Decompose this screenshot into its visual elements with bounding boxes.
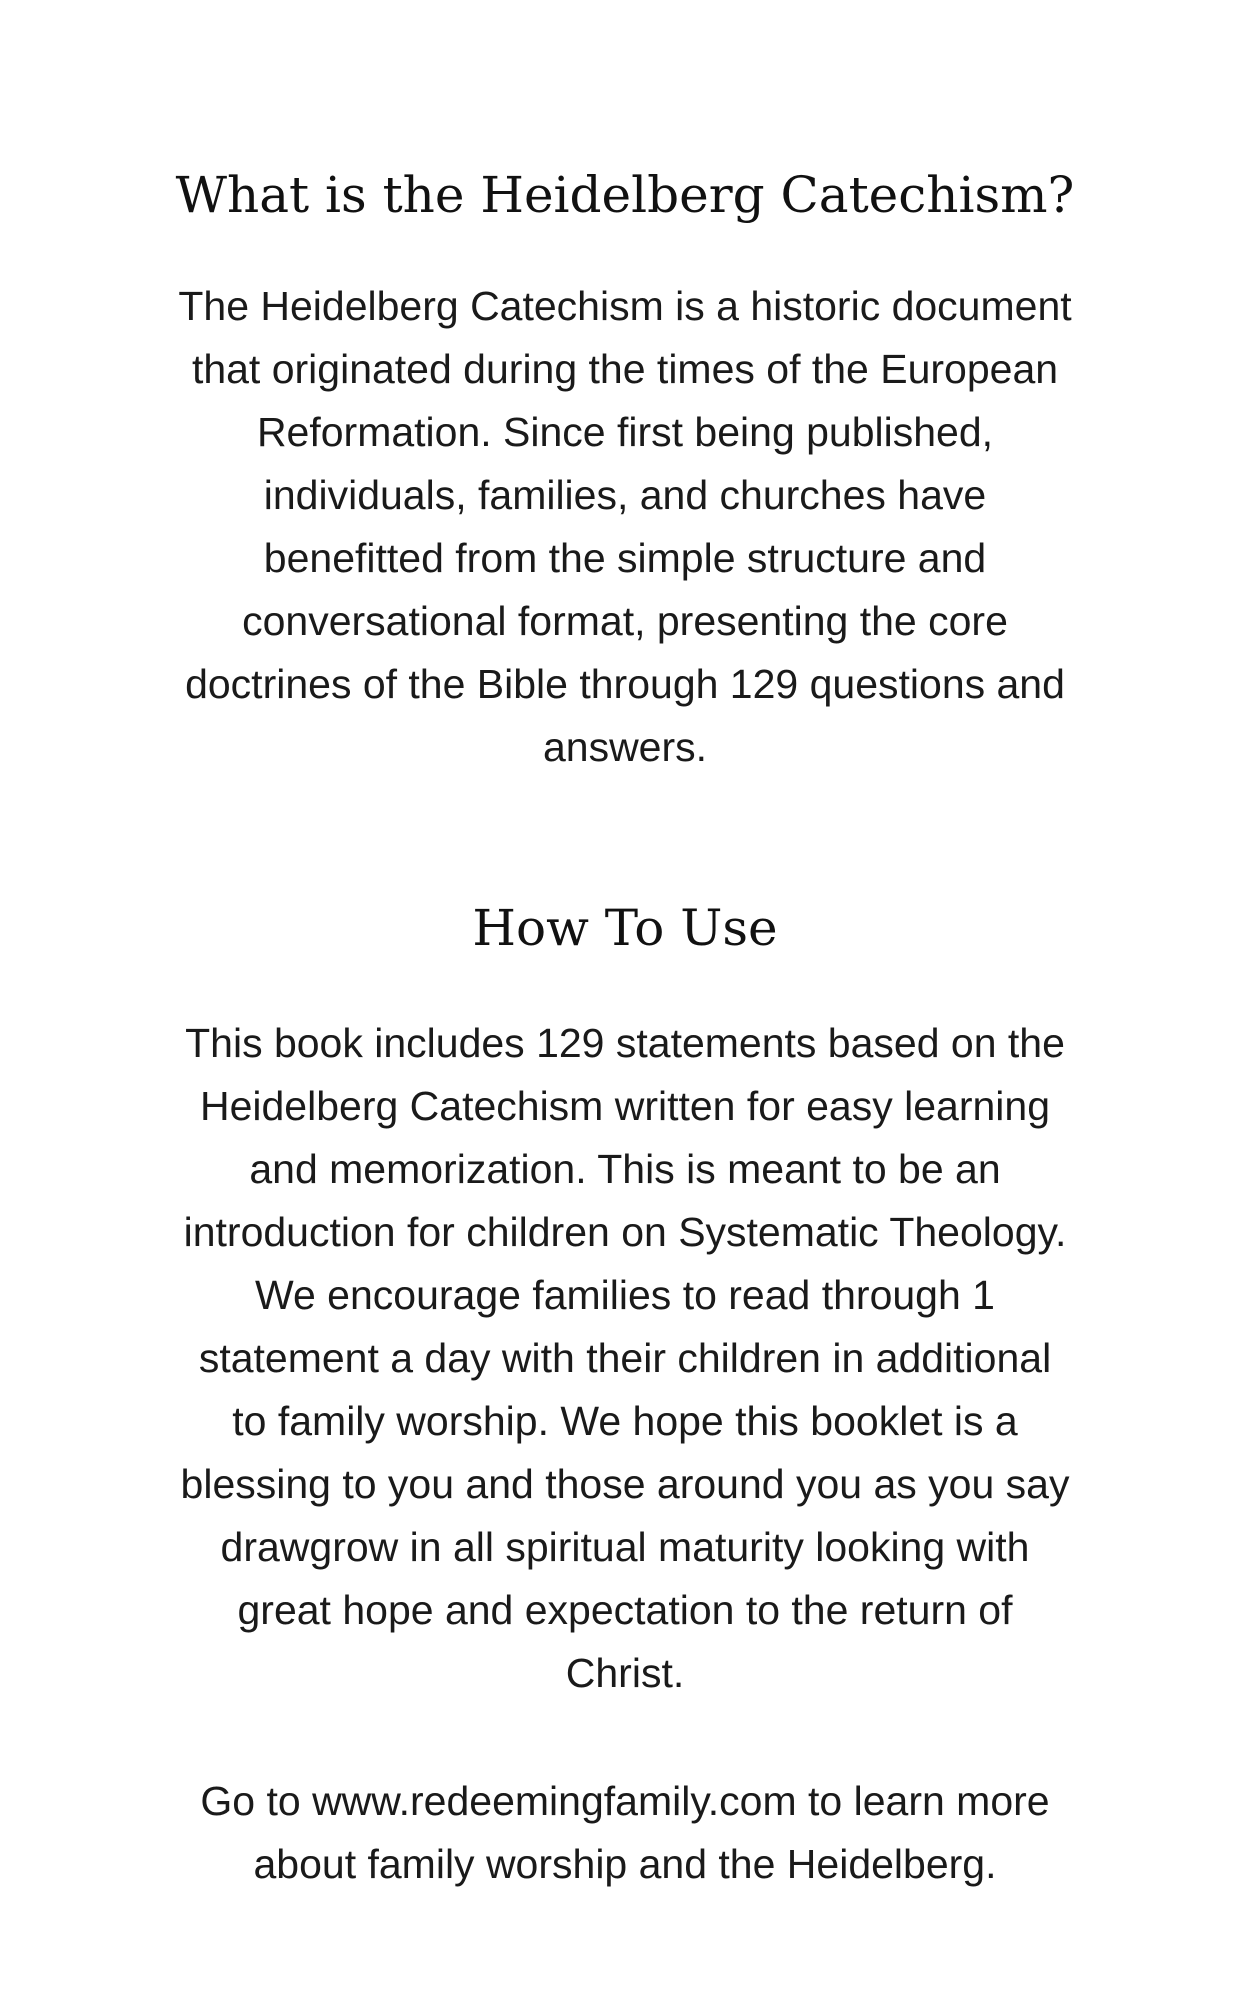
paragraph-line: individuals, families, and churches have [263,472,987,518]
paragraph-line: Christ. [565,1650,685,1696]
paragraph-line: Reformation. Since first being published, [256,409,994,455]
paragraph-line: about family worship and the Heidelberg. [253,1841,997,1887]
how-to-use-paragraph [110,1012,1140,1705]
paragraph-line: answers. [542,724,708,770]
heading-what-is-heidelberg: What is the Heidelberg Catechism? [175,166,1075,224]
paragraph-line: This book includes 129 statements based on the [185,1020,1065,1066]
paragraph-line: to family worship. We hope this booklet is a [232,1398,1018,1444]
paragraph-line: great hope and expectation to the return of [237,1587,1013,1633]
paragraph-line: drawgrow in all spiritual maturity looking with [220,1524,1030,1570]
intro-paragraph [120,275,1130,779]
paragraph-line: The Heidelberg Catechism is a historic document [178,283,1072,329]
learn-more-paragraph [110,1770,1140,1896]
paragraph-line: Heidelberg Catechism written for easy learning [199,1083,1050,1129]
paragraph-line: benefitted from the simple structure and [263,535,987,581]
paragraph-line: statement a day with their children in additional [198,1335,1052,1381]
paragraph-line: conversational format, presenting the core [242,598,1008,644]
paragraph-line: introduction for children on Systematic Theology. [183,1209,1067,1255]
paragraph-line: that originated during the times of the European [191,346,1059,392]
paragraph-line: We encourage families to read through 1 [255,1272,995,1318]
heading-how-to-use: How To Use [472,899,778,957]
paragraph-line: Go to www.redeemingfamily.com to learn more [200,1778,1050,1824]
paragraph-line: doctrines of the Bible through 129 questions and [185,661,1065,707]
paragraph-line: and memorization. This is meant to be an [249,1146,1001,1192]
paragraph-line: blessing to you and those around you as you say [180,1461,1070,1507]
